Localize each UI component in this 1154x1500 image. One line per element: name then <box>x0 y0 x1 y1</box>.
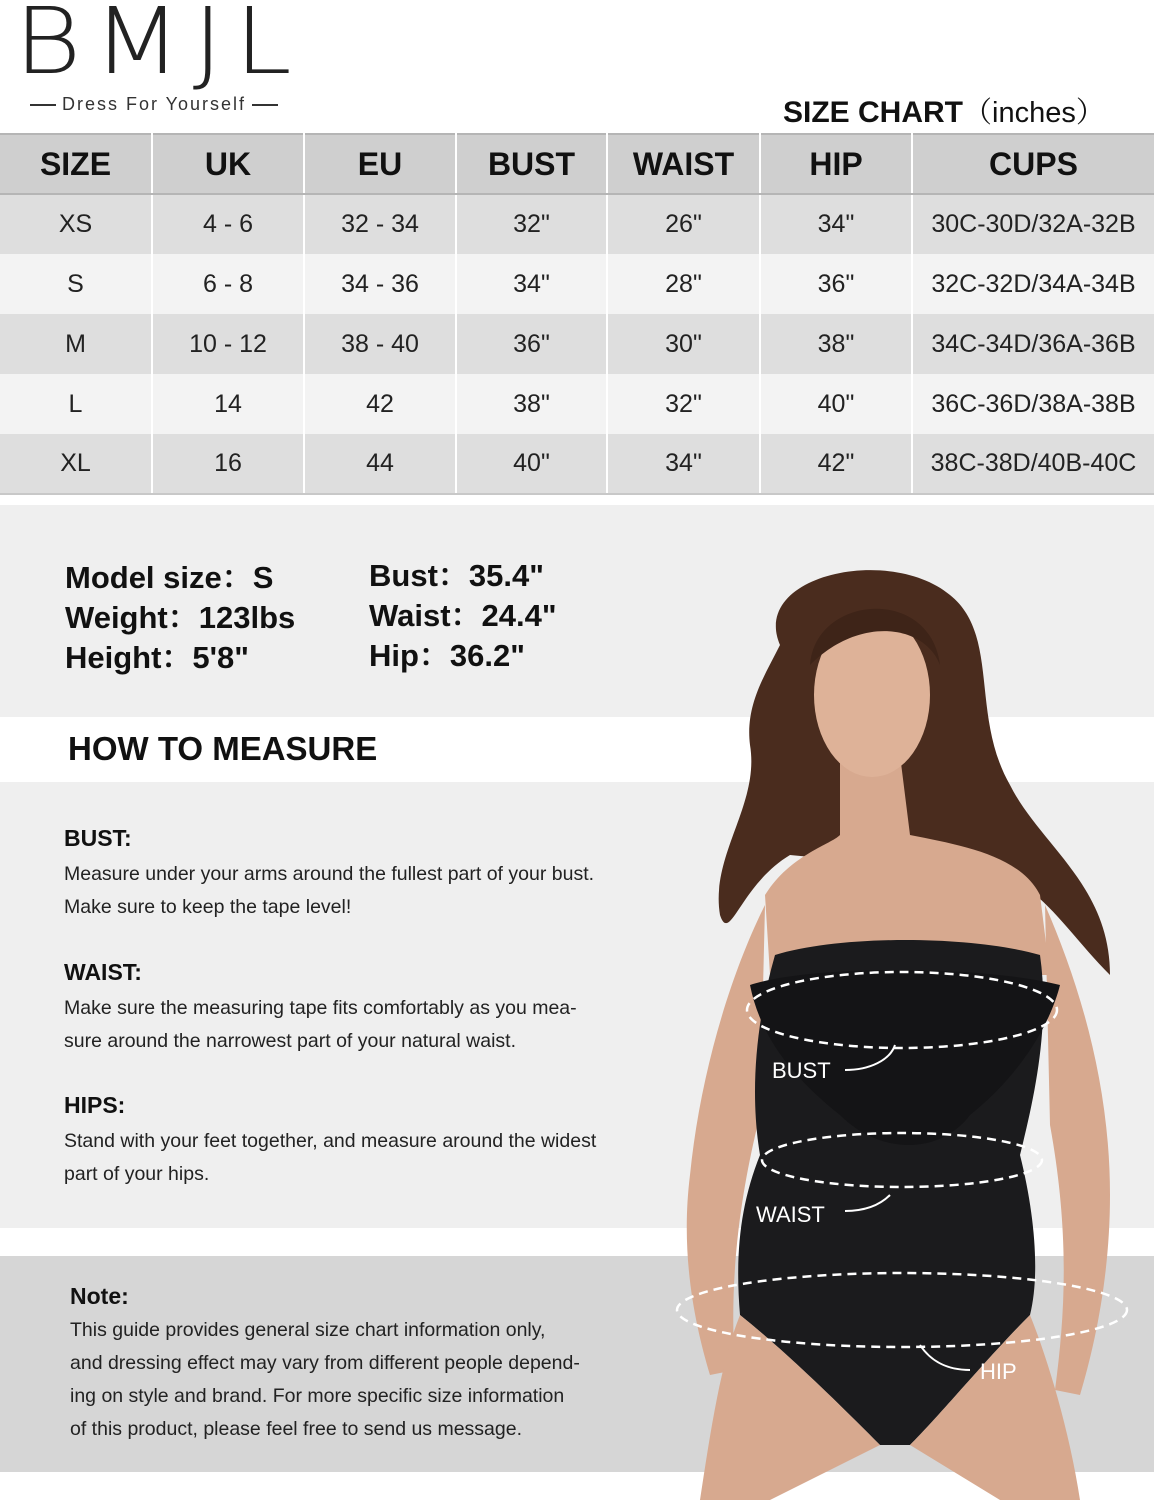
bust-instructions <box>64 825 664 924</box>
table-cell: 34" <box>456 254 607 314</box>
hips-heading: HIPS: <box>64 1092 126 1118</box>
table-header-row <box>0 134 1154 194</box>
model-height: Height：5'8" <box>65 640 249 675</box>
note-text-line: ing on style and brand. For more specific size information <box>70 1385 565 1407</box>
waist-text-line: Make sure the measuring tape fits comfortably as you mea- <box>64 997 577 1019</box>
waist-text-line: sure around the narrowest part of your natural waist. <box>64 1030 516 1052</box>
logo-wordmark: BMJL <box>14 0 303 95</box>
model-photo <box>640 555 1154 1500</box>
table-cell: 32" <box>607 374 760 434</box>
hips-text-line: part of your hips. <box>64 1163 210 1185</box>
table-cell: 34" <box>760 194 912 254</box>
table-cell: 30C-30D/32A-32B <box>912 194 1154 254</box>
note-text-line: This guide provides general size chart information only, <box>70 1319 546 1341</box>
table-cell: 4 - 6 <box>152 194 304 254</box>
table-row <box>0 194 1154 254</box>
bust-figure-label: BUST <box>772 1058 831 1083</box>
size-chart-title <box>783 90 1105 131</box>
tagline-dash-right <box>252 104 278 106</box>
table-cell: 42" <box>760 434 912 494</box>
right-arm <box>1045 905 1110 1395</box>
bust-heading: BUST: <box>64 825 132 851</box>
note-text-line: of this product, please feel free to send us message. <box>70 1418 523 1440</box>
table-cell: 36" <box>760 254 912 314</box>
size-chart-unit: （inches） <box>963 97 1105 129</box>
table-cell: L <box>0 374 152 434</box>
hips-text-line: Stand with your feet together, and measure around the widest <box>64 1130 597 1152</box>
table-row <box>0 254 1154 314</box>
header-hip: HIP <box>760 134 912 194</box>
model-weight: Weight：123lbs <box>65 600 296 635</box>
model-bust: Bust：35.4" <box>369 558 544 593</box>
table-cell: 30" <box>607 314 760 374</box>
bust-text-line: Measure under your arms around the fullest part of your bust. <box>64 863 595 885</box>
brand-tagline <box>24 94 284 115</box>
header-uk: UK <box>152 134 304 194</box>
table-cell: M <box>0 314 152 374</box>
table-cell: 32" <box>456 194 607 254</box>
table-cell: 40" <box>456 434 607 494</box>
tagline-text: Dress For Yourself <box>62 94 247 114</box>
bust-text-line: Make sure to keep the tape level! <box>64 896 352 918</box>
waist-instructions <box>64 959 664 1058</box>
header-size: SIZE <box>0 134 152 194</box>
table-cell: 34C-34D/36A-36B <box>912 314 1154 374</box>
table-cell: 14 <box>152 374 304 434</box>
table-cell: XL <box>0 434 152 494</box>
tagline-dash-left <box>30 104 56 106</box>
table-cell: 42 <box>304 374 456 434</box>
table-cell: 38" <box>456 374 607 434</box>
size-chart-title-text: SIZE CHART <box>783 96 963 129</box>
note-text-line: and dressing effect may vary from different people depend- <box>70 1352 580 1374</box>
model-size: Model size：S <box>65 560 274 595</box>
table-cell: 44 <box>304 434 456 494</box>
how-to-measure-title: HOW TO MEASURE <box>68 730 378 767</box>
table-cell: 32 - 34 <box>304 194 456 254</box>
model-info-left <box>65 558 295 678</box>
header-cups: CUPS <box>912 134 1154 194</box>
table-cell: 34" <box>607 434 760 494</box>
header-waist: WAIST <box>607 134 760 194</box>
table-cell: 38 - 40 <box>304 314 456 374</box>
hip-figure-label: HIP <box>980 1359 1017 1384</box>
table-cell: 10 - 12 <box>152 314 304 374</box>
table-cell: S <box>0 254 152 314</box>
table-cell: 6 - 8 <box>152 254 304 314</box>
table-cell: 26" <box>607 194 760 254</box>
hips-instructions <box>64 1092 664 1191</box>
table-cell: 38C-38D/40B-40C <box>912 434 1154 494</box>
table-row <box>0 374 1154 434</box>
size-chart-table <box>0 133 1154 495</box>
table-cell: 34 - 36 <box>304 254 456 314</box>
table-cell: 36" <box>456 314 607 374</box>
table-cell: XS <box>0 194 152 254</box>
waist-heading: WAIST: <box>64 959 142 985</box>
header-bust: BUST <box>456 134 607 194</box>
header-eu: EU <box>304 134 456 194</box>
table-row <box>0 434 1154 494</box>
model-info-right <box>369 556 557 676</box>
model-hip: Hip：36.2" <box>369 638 525 673</box>
table-cell: 40" <box>760 374 912 434</box>
table-row <box>0 314 1154 374</box>
table-cell: 28" <box>607 254 760 314</box>
table-cell: 32C-32D/34A-34B <box>912 254 1154 314</box>
table-cell: 16 <box>152 434 304 494</box>
model-waist: Waist：24.4" <box>369 598 557 633</box>
table-cell: 38" <box>760 314 912 374</box>
waist-figure-label: WAIST <box>756 1202 825 1227</box>
brand-logo <box>14 0 303 120</box>
table-cell: 36C-36D/38A-38B <box>912 374 1154 434</box>
note-block <box>70 1283 640 1446</box>
note-heading: Note: <box>70 1283 129 1309</box>
